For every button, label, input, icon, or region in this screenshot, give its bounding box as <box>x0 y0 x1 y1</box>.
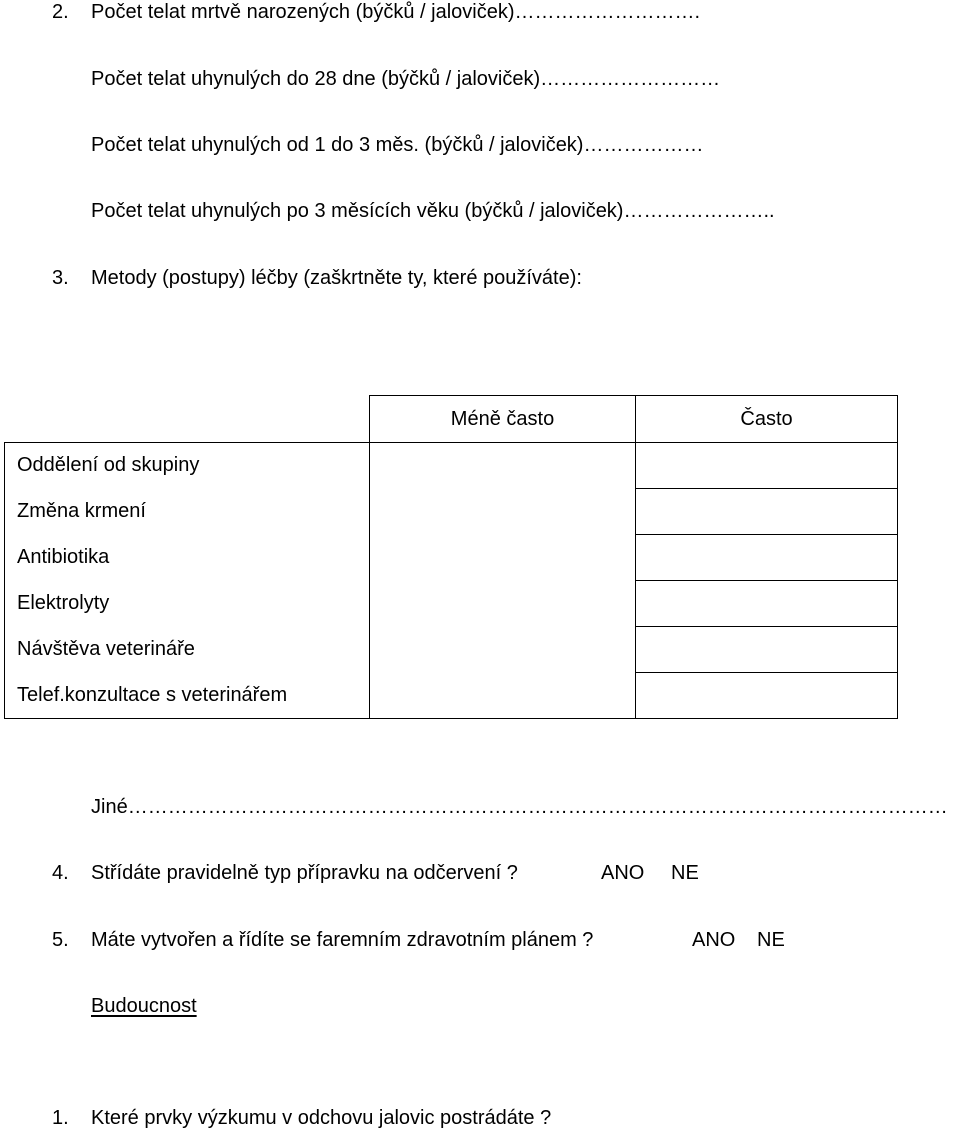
future-q1-text: Které prvky výzkumu v odchovu jalovic postrádáte ? <box>91 1107 552 1129</box>
q3-other-text: Jiné…………………………………………………………………………………………………………… <box>91 796 948 818</box>
q3-number: 3. <box>52 267 69 289</box>
cell-less-often-phone-consult[interactable] <box>370 673 636 719</box>
row-label-separation: Oddělení od skupiny <box>5 443 370 489</box>
q5-no-option[interactable]: NE <box>757 929 785 951</box>
q2-number: 2. <box>52 1 69 23</box>
future-q1-number: 1. <box>52 1107 69 1129</box>
table-header-row <box>5 396 898 443</box>
cell-often-vet-visit[interactable] <box>636 627 898 673</box>
q2-stillborn-calves: Počet telat mrtvě narozených (býčků / jaloviček)………………………. <box>91 1 701 23</box>
future-heading: Budoucnost <box>91 995 197 1017</box>
table-row <box>5 581 898 627</box>
table-row <box>5 673 898 719</box>
table-header-empty <box>5 396 370 443</box>
cell-often-separation[interactable] <box>636 443 898 489</box>
row-label-feed-change: Změna krmení <box>5 489 370 535</box>
cell-less-often-electrolytes[interactable] <box>370 581 636 627</box>
treatment-methods-table <box>4 395 898 719</box>
q4-number: 4. <box>52 862 69 884</box>
q3-other-line[interactable] <box>91 795 956 819</box>
table-row <box>5 627 898 673</box>
q3-text: Metody (postupy) léčby (zaškrtněte ty, které používáte): <box>91 267 582 289</box>
q2-died-after-3-months: Počet telat uhynulých po 3 měsících věku (býčků / jaloviček)………………….. <box>91 200 775 222</box>
q5-number: 5. <box>52 929 69 951</box>
cell-less-often-antibiotics[interactable] <box>370 535 636 581</box>
row-label-phone-consult: Telef.konzultace s veterinářem <box>5 673 370 719</box>
table-row <box>5 443 898 489</box>
q5-yes-option[interactable]: ANO <box>692 929 736 951</box>
row-label-electrolytes: Elektrolyty <box>5 581 370 627</box>
q4-yes-option[interactable]: ANO <box>601 862 645 884</box>
q4-text: Střídáte pravidelně typ přípravku na odčervení ? <box>91 862 518 884</box>
cell-less-often-separation[interactable] <box>370 443 636 489</box>
cell-often-feed-change[interactable] <box>636 489 898 535</box>
table-row <box>5 489 898 535</box>
table-header-less-often: Méně často <box>370 396 636 443</box>
table-row <box>5 535 898 581</box>
row-label-vet-visit: Návštěva veterináře <box>5 627 370 673</box>
cell-often-phone-consult[interactable] <box>636 673 898 719</box>
table-header-often: Často <box>636 396 898 443</box>
row-label-antibiotics: Antibiotika <box>5 535 370 581</box>
cell-often-electrolytes[interactable] <box>636 581 898 627</box>
q5-text: Máte vytvořen a řídíte se faremním zdravotním plánem ? <box>91 929 594 951</box>
q4-no-option[interactable]: NE <box>671 862 699 884</box>
q2-died-28-days: Počet telat uhynulých do 28 dne (býčků / jaloviček)……………………… <box>91 68 721 90</box>
cell-less-often-feed-change[interactable] <box>370 489 636 535</box>
q2-died-1-3-months: Počet telat uhynulých od 1 do 3 měs. (býčků / jaloviček)……………… <box>91 134 704 156</box>
cell-less-often-vet-visit[interactable] <box>370 627 636 673</box>
cell-often-antibiotics[interactable] <box>636 535 898 581</box>
